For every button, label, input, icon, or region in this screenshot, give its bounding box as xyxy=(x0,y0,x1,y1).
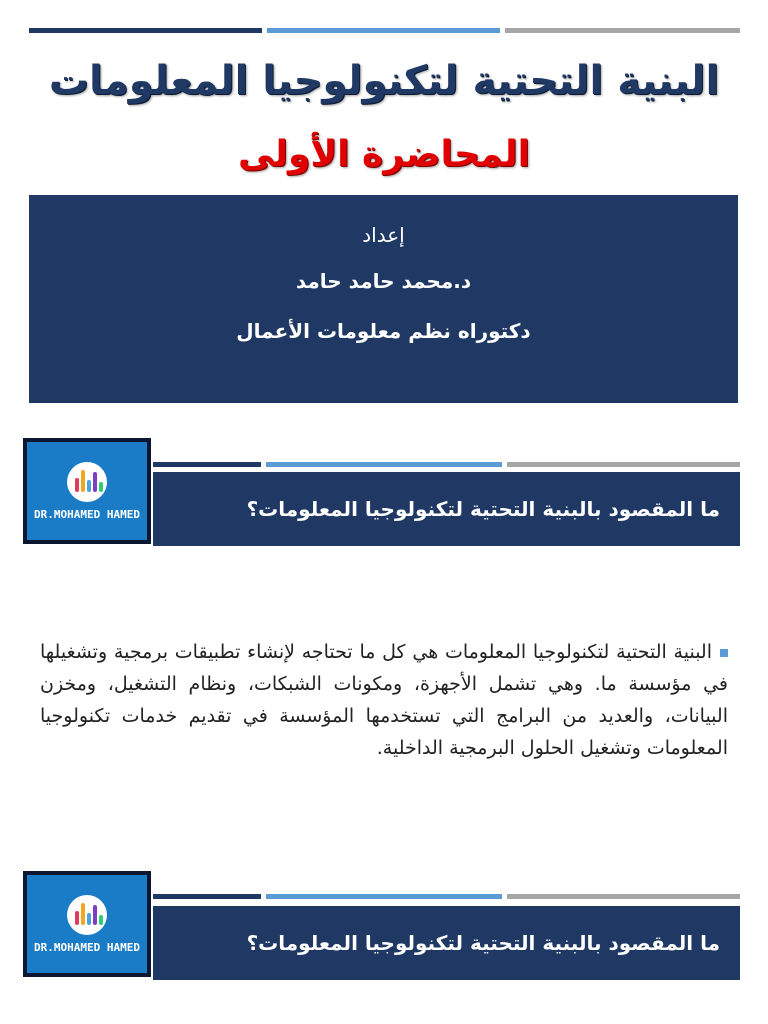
square-bullet-icon xyxy=(720,649,728,657)
author-name: د.محمد حامد حامد xyxy=(295,269,472,293)
prepared-by-label: إعداد xyxy=(362,223,405,247)
logo-badge xyxy=(23,438,151,544)
author-box xyxy=(29,195,738,403)
bars-logo-icon xyxy=(67,462,107,502)
page-title: البنية التحتية لتكنولوجيا المعلومات xyxy=(48,58,720,104)
section-divider-bar xyxy=(153,462,740,467)
logo-badge xyxy=(23,871,151,977)
section-divider-bar xyxy=(153,894,740,899)
section-question: ما المقصود بالبنية التحتية لتكنولوجيا المعلومات؟ xyxy=(153,472,740,546)
page-subtitle: المحاضرة الأولى xyxy=(238,134,530,175)
logo-text: DR.MOHAMED HAMED xyxy=(34,941,140,954)
body-paragraph xyxy=(40,636,728,764)
bars-logo-icon xyxy=(67,895,107,935)
logo-text: DR.MOHAMED HAMED xyxy=(34,508,140,521)
top-divider-bar xyxy=(29,28,740,33)
author-degree: دكتوراه نظم معلومات الأعمال xyxy=(236,319,531,343)
section-question: ما المقصود بالبنية التحتية لتكنولوجيا المعلومات؟ xyxy=(153,906,740,980)
paragraph-text: البنية التحتية لتكنولوجيا المعلومات هي كل ما تحتاجه لإنشاء تطبيقات برمجية وتشغيلها في مؤسسة ما. وهي تشمل الأجهزة، ومكونات الشبكات، ونظام التشغيل، ومخزن البيانات، والعديد من البرامج التي تستخدمها المؤسسة في تقديم خدمات تكنولوجيا المعلومات وتشغيل الحلول البرمجية الداخلية. xyxy=(40,641,728,759)
